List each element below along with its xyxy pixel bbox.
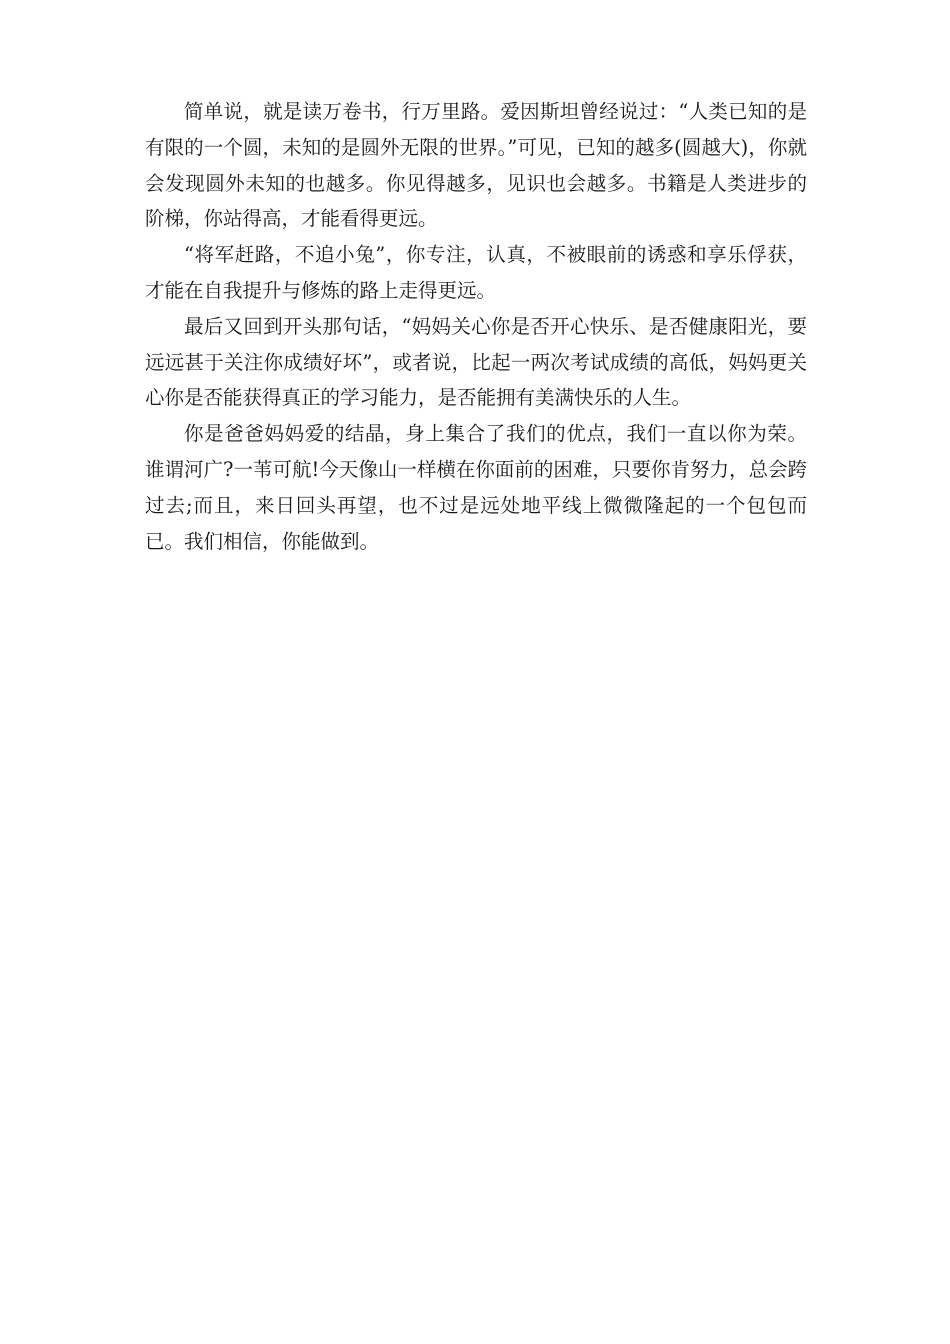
paragraph-reading: 简单说，就是读万卷书，行万里路。爱因斯坦曾经说过：“人类已知的是有限的一个圆，未知的是圆外无限的世界。”可见，已知的越多(圆越大)，你就会发现圆外未知的也越多。你见得越多，见识也会越多。书籍是人类进步的阶梯，你站得高，才能看得更远。 [145, 100, 807, 231]
document-body [145, 94, 807, 559]
paragraph-focus: “将军赶路，不追小兔”，你专注，认真，不被眼前的诱惑和享乐俘获，才能在自我提升与修炼的路上走得更远。 [145, 243, 807, 302]
paragraph-closing: 你是爸爸妈妈爱的结晶，身上集合了我们的优点，我们一直以你为荣。谁谓河广?一苇可航!今天像山一样横在你面前的困难，只要你肯努力，总会跨过去;而且，来日回头再望，也不过是远处地平线上微微隆起的一个包包而已。我们相信，你能做到。 [145, 422, 807, 553]
paragraph-mother-care: 最后又回到开头那句话，“妈妈关心你是否开心快乐、是否健康阳光，要远远甚于关注你成绩好坏”，或者说，比起一两次考试成绩的高低，妈妈更关心你是否能获得真正的学习能力，是否能拥有美满快乐的人生。 [145, 314, 807, 410]
